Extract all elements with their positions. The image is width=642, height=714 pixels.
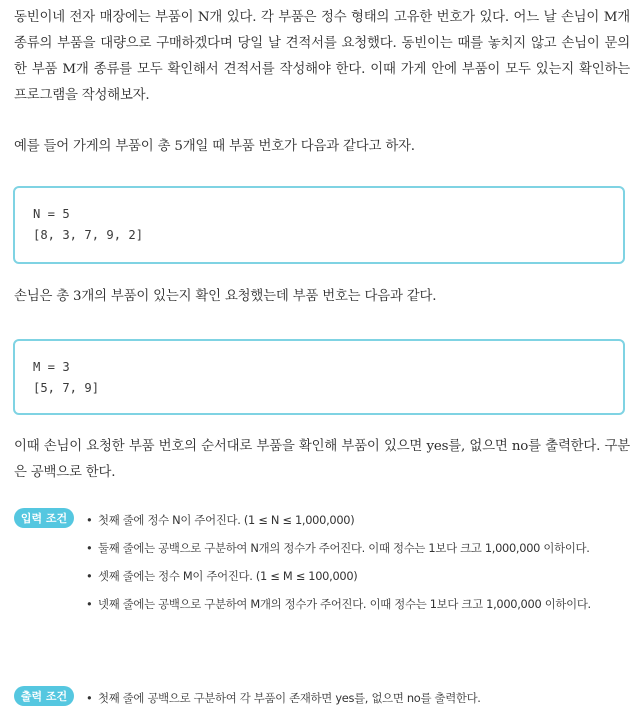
input-condition-item [86, 562, 630, 590]
output-condition-item [86, 684, 630, 712]
input-condition-text: 넷째 줄에는 공백으로 구분하여 M개의 정수가 주어진다. 이때 정수는 1보다 크고 1,000,000 이하이다. [98, 597, 591, 611]
input-condition-item [86, 534, 630, 562]
input-conditions-badge: 입력 조건 [14, 508, 74, 528]
example-parts-codebox [13, 186, 625, 264]
output-conditions-list [86, 684, 630, 712]
input-condition-text: 셋째 줄에는 정수 M이 주어진다. (1 ≤ M ≤ 100,000) [98, 569, 358, 583]
input-condition-text: 첫째 줄에 정수 N이 주어진다. (1 ≤ N ≤ 1,000,000) [98, 513, 355, 527]
request-paragraph: 손님은 총 3개의 부품이 있는지 확인 요청했는데 부품 번호는 다음과 같다. [14, 289, 437, 304]
bullet-icon: • [86, 569, 93, 583]
example-request-list-line: [5, 7, 9] [33, 381, 100, 395]
example-intro-paragraph: 예를 들어 가게의 부품이 총 5개일 때 부품 번호가 다음과 같다고 하자. [14, 139, 415, 154]
bullet-icon: • [86, 541, 93, 555]
example-request-codebox [13, 339, 625, 415]
intro-paragraph: 동빈이네 전자 매장에는 부품이 N개 있다. 각 부품은 정수 형태의 고유한 번호가 있다. 어느 날 손님이 M개 종류의 부품을 대량으로 구매하겠다며 당일 날 견적서를 요청했다. 동빈이는 때를 놓치지 않고 손님이 문의한 부품 M개 종류를 모두 확인해서 견적서를 작성해야 한다. 이때 가게 안에 부품이 모두 있는지 확인하는 프로그램을 작성해보자. [14, 10, 630, 103]
bullet-icon: • [86, 597, 93, 611]
example-parts-list-line: [8, 3, 7, 9, 2] [33, 228, 144, 242]
bullet-icon: • [86, 691, 93, 705]
bullet-icon: • [86, 513, 93, 527]
example-m-line: M = 3 [33, 360, 70, 374]
input-condition-item [86, 506, 630, 534]
output-description-paragraph: 이때 손님이 요청한 부품 번호의 순서대로 부품을 확인해 부품이 있으면 yes를, 없으면 no를 출력한다. 구분은 공백으로 한다. [14, 439, 630, 480]
input-condition-item [86, 590, 630, 618]
output-condition-text: 첫째 줄에 공백으로 구분하여 각 부품이 존재하면 yes를, 없으면 no를 출력한다. [98, 691, 481, 705]
output-conditions-badge: 출력 조건 [14, 686, 74, 706]
input-condition-text: 둘째 줄에는 공백으로 구분하여 N개의 정수가 주어진다. 이때 정수는 1보다 크고 1,000,000 이하이다. [98, 541, 590, 555]
example-n-line: N = 5 [33, 207, 70, 221]
input-conditions-list [86, 506, 630, 618]
